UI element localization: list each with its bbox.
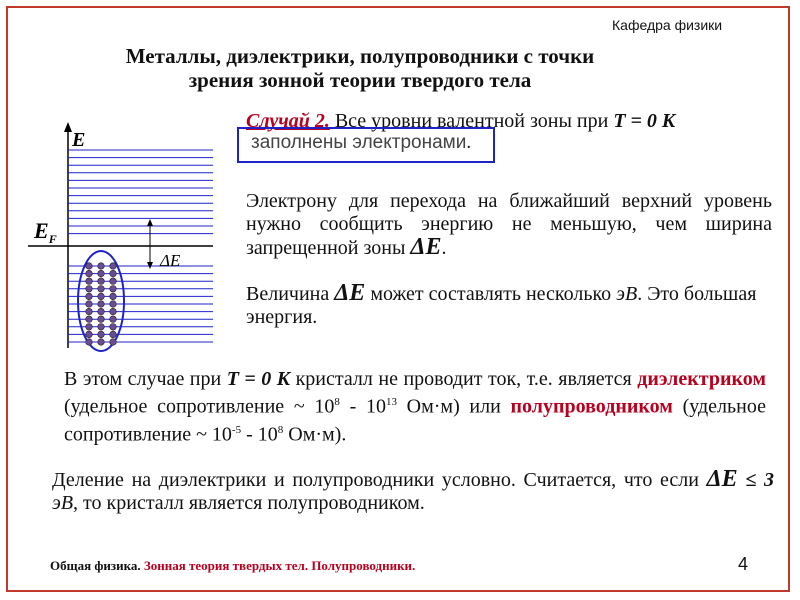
axis-arrowhead: [64, 122, 72, 132]
electron-dot: [110, 270, 117, 277]
department-label: Кафедра физики: [612, 17, 723, 33]
footer: Общая физика. Зонная теория твердых тел. Полупроводники.: [50, 558, 416, 573]
electron-dot: [86, 301, 93, 308]
electron-dot: [86, 331, 93, 338]
paragraph-transition: Электрону для перехода на ближайший верхний уровень нужно сообщить энергию не меньшую, чем ширина запрещенной зоны ΔE.: [246, 190, 772, 260]
electron-dot: [86, 293, 93, 300]
paragraph-conductivity: В этом случае при T = 0 K кристалл не проводит ток, т.е. является диэлектриком (удельное сопротивление ~ $10^8 - 10^{13}$ Ом·м) или полупроводником (удельное сопротивление ~ $10^{-5} - 10^8$ Ом·м).: [64, 368, 766, 446]
electron-dot: [110, 293, 117, 300]
electron-dot: [86, 286, 93, 293]
electron-dot: [98, 263, 105, 270]
electron-dot: [110, 324, 117, 331]
electron-dot: [98, 339, 105, 346]
slide-title: [60, 44, 660, 92]
case-text: Все уровни валентной зоны при: [329, 110, 614, 132]
electron-dot: [98, 270, 105, 277]
case-condition: T = 0 K: [613, 110, 676, 132]
electron-dot: [98, 308, 105, 315]
paragraph-classification: Деление на диэлектрики и полупроводники условно. Считается, что если ΔE ≤ 3 эВ, то кристалл является полупроводником.: [52, 466, 774, 514]
electron-dot: [98, 293, 105, 300]
electron-dot: [86, 270, 93, 277]
electron-dot: [86, 316, 93, 323]
dielectric-term: диэлектриком: [637, 368, 766, 390]
electron-dot: [86, 324, 93, 331]
electron-dot: [110, 316, 117, 323]
electron-dot: [110, 339, 117, 346]
title-line-1: Металлы, диэлектрики, полупроводники с точки: [125, 44, 595, 68]
fermi-label: $E_F$: [34, 218, 57, 246]
electron-dot: [110, 308, 117, 315]
electron-dot: [86, 308, 93, 315]
electron-dot: [98, 286, 105, 293]
title-line-2: зрения зонной теории твердого тела: [188, 68, 532, 92]
electron-dot: [98, 316, 105, 323]
electron-dot: [98, 324, 105, 331]
highlight-text: заполнены электронами.: [251, 132, 472, 153]
electron-dot: [98, 331, 105, 338]
electrons: [86, 263, 117, 346]
case-label: Случай 2.: [246, 110, 330, 132]
electron-dot: [110, 331, 117, 338]
electron-dot: [98, 278, 105, 285]
electron-dot: [86, 339, 93, 346]
paragraph-magnitude: Величина ΔE может составлять несколько эВ. Это большая энергия.: [246, 280, 757, 328]
delta-e-symbol: ΔE: [410, 234, 442, 260]
electron-dot: [110, 301, 117, 308]
electron-dot: [98, 301, 105, 308]
electron-dot: [110, 286, 117, 293]
conduction-band-levels: [68, 150, 213, 234]
gap-label: ΔE: [160, 251, 181, 270]
delta-e-symbol: ΔE: [706, 466, 738, 492]
axis-label: E: [72, 129, 86, 151]
semiconductor-term: полупроводником: [510, 395, 673, 418]
electron-dot: [110, 278, 117, 285]
band-diagram: [28, 118, 228, 358]
page-number: 4: [738, 554, 749, 574]
gap-arrow-top: [147, 219, 153, 226]
delta-e-symbol: ΔE: [334, 280, 366, 306]
electron-dot: [86, 263, 93, 270]
electron-dot: [86, 278, 93, 285]
electron-dot: [110, 263, 117, 270]
